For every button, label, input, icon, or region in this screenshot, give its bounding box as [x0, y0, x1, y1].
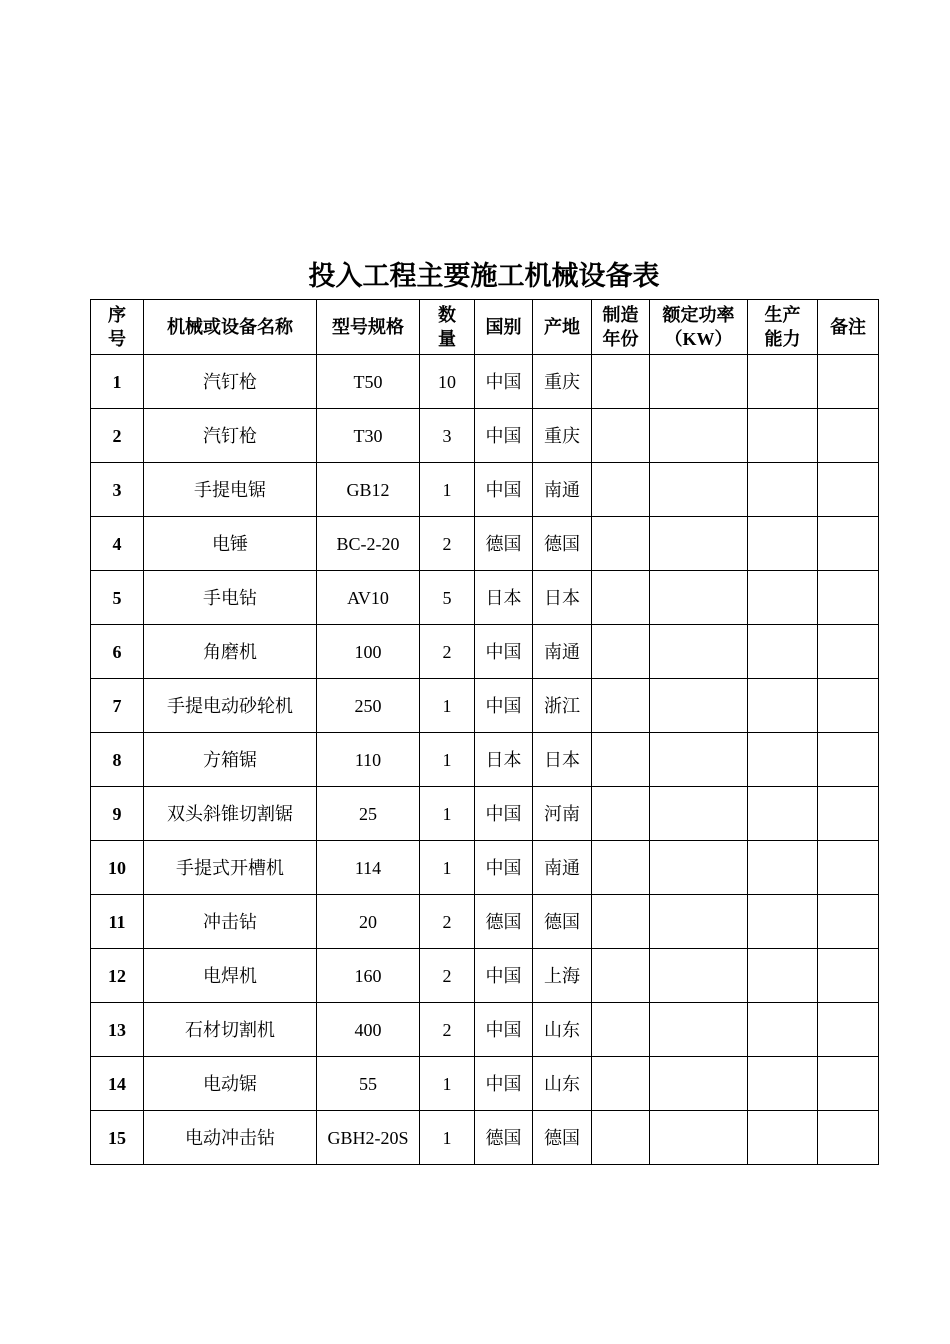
cell-model: BC-2-20: [317, 517, 420, 571]
cell-index: 7: [91, 679, 144, 733]
cell-name: 电锤: [144, 517, 317, 571]
equipment-table: [90, 299, 879, 1165]
cell-index: 14: [91, 1057, 144, 1111]
cell-country: 中国: [475, 625, 533, 679]
table-row: [91, 841, 879, 895]
cell-origin: 日本: [533, 733, 592, 787]
cell-capacity: [748, 733, 818, 787]
cell-power: [650, 1003, 748, 1057]
cell-model: 114: [317, 841, 420, 895]
cell-country: 中国: [475, 679, 533, 733]
cell-remarks: [818, 463, 879, 517]
cell-remarks: [818, 787, 879, 841]
header-country: 国别: [475, 300, 533, 355]
header-year-line: 制造: [602, 305, 639, 325]
header-origin: 产地: [533, 300, 592, 355]
cell-power: [650, 895, 748, 949]
cell-country: 中国: [475, 355, 533, 409]
cell-index: 5: [91, 571, 144, 625]
cell-year: [592, 463, 650, 517]
cell-model: 250: [317, 679, 420, 733]
cell-remarks: [818, 733, 879, 787]
cell-country: 中国: [475, 409, 533, 463]
cell-capacity: [748, 895, 818, 949]
cell-year: [592, 787, 650, 841]
cell-quantity: 3: [420, 409, 475, 463]
cell-remarks: [818, 625, 879, 679]
cell-quantity: 1: [420, 463, 475, 517]
cell-capacity: [748, 355, 818, 409]
cell-power: [650, 355, 748, 409]
table-row: [91, 517, 879, 571]
cell-country: 中国: [475, 1057, 533, 1111]
cell-remarks: [818, 949, 879, 1003]
header-power-line: （KW）: [664, 329, 733, 349]
cell-capacity: [748, 841, 818, 895]
cell-country: 中国: [475, 949, 533, 1003]
cell-name: 双头斜锥切割锯: [144, 787, 317, 841]
cell-power: [650, 625, 748, 679]
header-quantity: [420, 300, 475, 355]
cell-country: 中国: [475, 841, 533, 895]
cell-country: 日本: [475, 733, 533, 787]
cell-model: 100: [317, 625, 420, 679]
cell-model: 55: [317, 1057, 420, 1111]
cell-power: [650, 1057, 748, 1111]
header-quantity-line: 量: [438, 329, 456, 349]
cell-model: 400: [317, 1003, 420, 1057]
cell-capacity: [748, 517, 818, 571]
cell-origin: 南通: [533, 625, 592, 679]
cell-quantity: 2: [420, 895, 475, 949]
table-row: [91, 787, 879, 841]
cell-quantity: 2: [420, 1003, 475, 1057]
header-remarks: 备注: [818, 300, 879, 355]
cell-model: AV10: [317, 571, 420, 625]
cell-remarks: [818, 409, 879, 463]
cell-index: 2: [91, 409, 144, 463]
cell-origin: 浙江: [533, 679, 592, 733]
cell-quantity: 1: [420, 733, 475, 787]
cell-country: 中国: [475, 463, 533, 517]
table-body: [91, 355, 879, 1165]
cell-origin: 南通: [533, 841, 592, 895]
cell-quantity: 10: [420, 355, 475, 409]
cell-country: 日本: [475, 571, 533, 625]
cell-capacity: [748, 787, 818, 841]
cell-year: [592, 625, 650, 679]
page-title: 投入工程主要施工机械设备表: [308, 261, 660, 291]
cell-model: 20: [317, 895, 420, 949]
cell-year: [592, 1003, 650, 1057]
cell-origin: 日本: [533, 571, 592, 625]
cell-name: 手提电锯: [144, 463, 317, 517]
header-quantity-line: 数: [438, 305, 456, 325]
cell-power: [650, 949, 748, 1003]
cell-remarks: [818, 355, 879, 409]
cell-model: GBH2-20S: [317, 1111, 420, 1165]
header-year: [592, 300, 650, 355]
cell-origin: 重庆: [533, 409, 592, 463]
cell-quantity: 1: [420, 787, 475, 841]
cell-year: [592, 1111, 650, 1165]
cell-capacity: [748, 571, 818, 625]
cell-year: [592, 679, 650, 733]
cell-capacity: [748, 463, 818, 517]
cell-model: 25: [317, 787, 420, 841]
cell-index: 10: [91, 841, 144, 895]
cell-year: [592, 355, 650, 409]
cell-name: 汽钉枪: [144, 355, 317, 409]
cell-year: [592, 1057, 650, 1111]
cell-name: 手提电动砂轮机: [144, 679, 317, 733]
cell-name: 电动锯: [144, 1057, 317, 1111]
table-row: [91, 355, 879, 409]
cell-index: 15: [91, 1111, 144, 1165]
cell-quantity: 1: [420, 679, 475, 733]
cell-country: 德国: [475, 895, 533, 949]
cell-origin: 山东: [533, 1003, 592, 1057]
cell-origin: 河南: [533, 787, 592, 841]
table-row: [91, 733, 879, 787]
cell-country: 中国: [475, 787, 533, 841]
cell-year: [592, 517, 650, 571]
cell-index: 12: [91, 949, 144, 1003]
cell-name: 冲击钻: [144, 895, 317, 949]
cell-remarks: [818, 1111, 879, 1165]
table-row: [91, 1111, 879, 1165]
header-index: [91, 300, 144, 355]
cell-capacity: [748, 679, 818, 733]
table-row: [91, 571, 879, 625]
cell-quantity: 1: [420, 1111, 475, 1165]
header-model: 型号规格: [317, 300, 420, 355]
cell-quantity: 1: [420, 1057, 475, 1111]
cell-capacity: [748, 949, 818, 1003]
cell-index: 3: [91, 463, 144, 517]
table-row: [91, 949, 879, 1003]
table-row: [91, 895, 879, 949]
header-capacity-line: 生产: [764, 305, 801, 325]
cell-capacity: [748, 1003, 818, 1057]
cell-country: 德国: [475, 517, 533, 571]
header-name: 机械或设备名称: [144, 300, 317, 355]
header-index-line: 序: [108, 305, 126, 325]
cell-year: [592, 949, 650, 1003]
cell-name: 角磨机: [144, 625, 317, 679]
header-power: [650, 300, 748, 355]
cell-name: 汽钉枪: [144, 409, 317, 463]
table-row: [91, 679, 879, 733]
cell-remarks: [818, 895, 879, 949]
cell-name: 方箱锯: [144, 733, 317, 787]
cell-quantity: 2: [420, 625, 475, 679]
cell-remarks: [818, 1057, 879, 1111]
cell-index: 11: [91, 895, 144, 949]
cell-country: 德国: [475, 1111, 533, 1165]
cell-origin: 德国: [533, 1111, 592, 1165]
cell-year: [592, 895, 650, 949]
cell-year: [592, 571, 650, 625]
cell-capacity: [748, 1057, 818, 1111]
table-header: [91, 300, 879, 355]
cell-index: 13: [91, 1003, 144, 1057]
cell-remarks: [818, 517, 879, 571]
cell-power: [650, 517, 748, 571]
cell-remarks: [818, 679, 879, 733]
cell-origin: 山东: [533, 1057, 592, 1111]
cell-name: 手电钻: [144, 571, 317, 625]
cell-quantity: 1: [420, 841, 475, 895]
header-year-line: 年份: [602, 329, 639, 349]
cell-quantity: 5: [420, 571, 475, 625]
cell-quantity: 2: [420, 949, 475, 1003]
cell-capacity: [748, 1111, 818, 1165]
cell-quantity: 2: [420, 517, 475, 571]
cell-index: 6: [91, 625, 144, 679]
cell-origin: 重庆: [533, 355, 592, 409]
cell-power: [650, 841, 748, 895]
cell-model: T30: [317, 409, 420, 463]
cell-model: 110: [317, 733, 420, 787]
table-row: [91, 409, 879, 463]
cell-power: [650, 1111, 748, 1165]
cell-power: [650, 463, 748, 517]
cell-year: [592, 733, 650, 787]
header-capacity: [748, 300, 818, 355]
cell-capacity: [748, 625, 818, 679]
cell-power: [650, 679, 748, 733]
cell-country: 中国: [475, 1003, 533, 1057]
cell-index: 9: [91, 787, 144, 841]
cell-name: 手提式开槽机: [144, 841, 317, 895]
cell-index: 8: [91, 733, 144, 787]
cell-name: 石材切割机: [144, 1003, 317, 1057]
header-row: [91, 300, 879, 355]
cell-model: 160: [317, 949, 420, 1003]
table-row: [91, 1057, 879, 1111]
table-row: [91, 463, 879, 517]
header-power-line: 额定功率: [662, 305, 735, 325]
table-row: [91, 625, 879, 679]
cell-year: [592, 841, 650, 895]
cell-remarks: [818, 841, 879, 895]
cell-model: GB12: [317, 463, 420, 517]
cell-index: 4: [91, 517, 144, 571]
cell-power: [650, 571, 748, 625]
cell-index: 1: [91, 355, 144, 409]
cell-origin: 德国: [533, 895, 592, 949]
cell-year: [592, 409, 650, 463]
cell-power: [650, 733, 748, 787]
cell-origin: 德国: [533, 517, 592, 571]
cell-origin: 南通: [533, 463, 592, 517]
cell-power: [650, 409, 748, 463]
cell-remarks: [818, 1003, 879, 1057]
cell-power: [650, 787, 748, 841]
cell-name: 电动冲击钻: [144, 1111, 317, 1165]
table-row: [91, 1003, 879, 1057]
header-index-line: 号: [108, 329, 126, 349]
cell-capacity: [748, 409, 818, 463]
header-capacity-line: 能力: [764, 329, 801, 349]
cell-model: T50: [317, 355, 420, 409]
cell-remarks: [818, 571, 879, 625]
cell-origin: 上海: [533, 949, 592, 1003]
cell-name: 电焊机: [144, 949, 317, 1003]
